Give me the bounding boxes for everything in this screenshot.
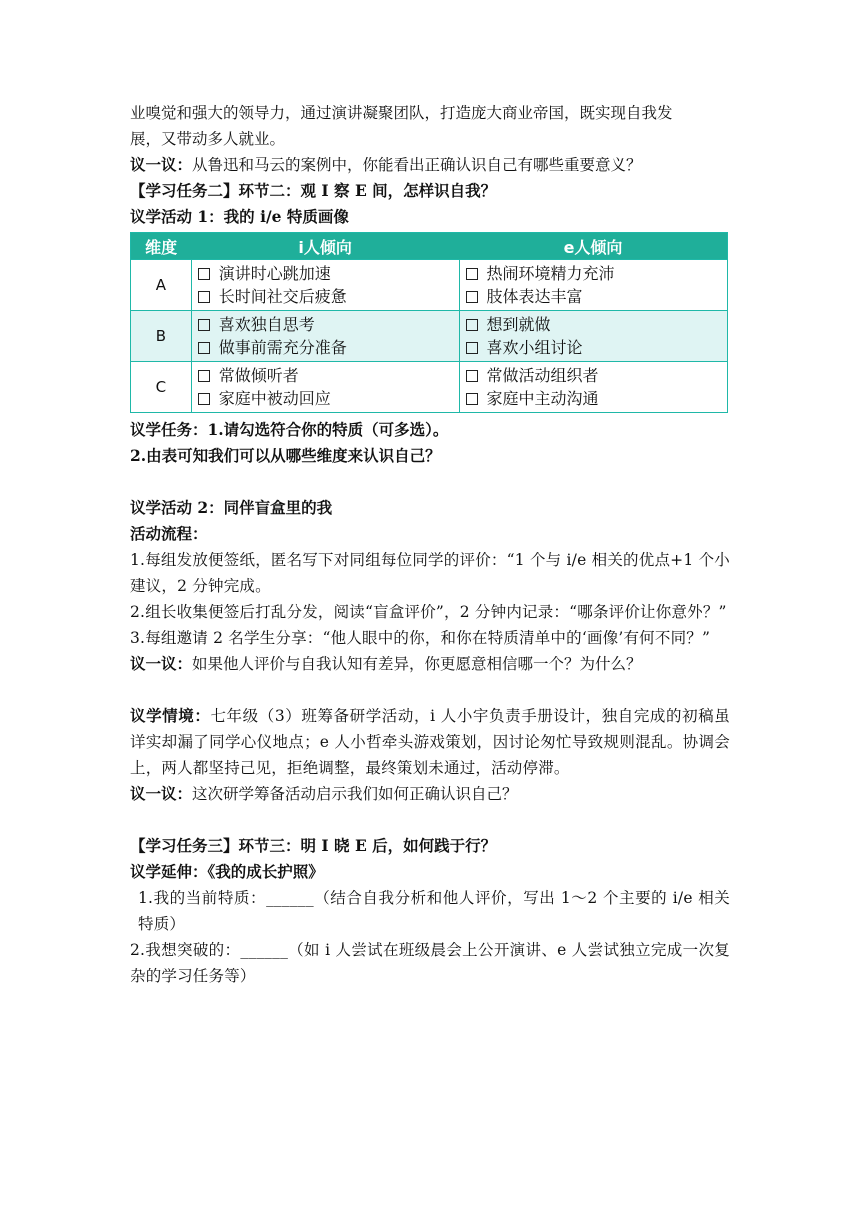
- discuss-question-1: [130, 152, 730, 178]
- intro-line-2: 展，又带动多人就业。: [130, 130, 286, 148]
- discuss-label: 议一议：: [130, 784, 193, 803]
- dimension-cell: C: [131, 362, 192, 413]
- table-row: [131, 260, 728, 311]
- trait-option[interactable]: [198, 262, 453, 285]
- trait-option[interactable]: [466, 336, 721, 359]
- task-line-1: 议学任务：1.请勾选符合你的特质（可多选）。: [130, 420, 449, 439]
- checkbox[interactable]: [198, 291, 210, 303]
- trait-label: 常做活动组织者: [486, 366, 599, 385]
- scenario-paragraph: [130, 703, 730, 781]
- discuss-text: 如果他人评价与自我认知有差异，你更愿意相信哪一个？为什么？: [192, 655, 642, 673]
- checkbox[interactable]: [198, 319, 210, 331]
- trait-label: 家庭中主动沟通: [486, 389, 599, 408]
- checkbox[interactable]: [466, 342, 478, 354]
- scenario-label: 议学情境：: [130, 706, 211, 725]
- checkbox[interactable]: [198, 393, 210, 405]
- e-cell: [459, 260, 727, 311]
- extension-title: 议学延伸：《我的成长护照》: [130, 862, 324, 881]
- trait-option[interactable]: [198, 364, 453, 387]
- discuss-question-2: [130, 651, 730, 677]
- trait-label: 长时间社交后疲惫: [218, 287, 347, 306]
- process-step-3: 3.每组邀请 2 名学生分享：“他人眼中的你，和你在特质清单中的‘画像’有何不同？”: [130, 629, 711, 647]
- task3-heading: 【学习任务三】环节三：明 I 晓 E 后，如何践于行？: [130, 836, 497, 855]
- trait-label: 家庭中被动回应: [218, 389, 331, 408]
- trait-label: 演讲时心跳加速: [218, 264, 331, 283]
- intro-line-1: 业嗅觉和强大的领导力，通过演讲凝聚团队，打造庞大商业帝国，既实现自我发: [130, 104, 673, 122]
- table-row: [131, 362, 728, 413]
- i-cell: [191, 362, 459, 413]
- task-line-2: 2.由表可知我们可以从哪些维度来认识自己？: [130, 446, 441, 465]
- extension-item-2: 2.我想突破的：______（如 i 人尝试在班级晨会上公开演讲、e 人尝试独立完成一次复杂的学习任务等）: [130, 941, 730, 985]
- e-cell: [459, 311, 727, 362]
- discuss-text: 从鲁迅和马云的案例中，你能看出正确认识自己有哪些重要意义？: [192, 156, 642, 174]
- document-page: [130, 100, 730, 989]
- trait-option[interactable]: [466, 387, 721, 410]
- i-cell: [191, 260, 459, 311]
- scenario-text: 七年级（3）班筹备研学活动，i 人小宇负责手册设计，独自完成的初稿虽详实却漏了同学心仪地点；e 人小哲牵头游戏策划，因讨论匆忙导致规则混乱。协调会上，两人都坚持己见，拒绝调整，最终策划未通过，活动停滞。: [130, 707, 730, 777]
- table-row: [131, 311, 728, 362]
- trait-option[interactable]: [198, 336, 453, 359]
- header-dimension: 维度: [131, 233, 192, 260]
- checkbox[interactable]: [466, 291, 478, 303]
- trait-label: 喜欢独自思考: [218, 315, 315, 334]
- trait-label: 做事前需充分准备: [218, 338, 347, 357]
- trait-label: 常做倾听者: [218, 366, 299, 385]
- checkbox[interactable]: [198, 342, 210, 354]
- trait-option[interactable]: [466, 262, 721, 285]
- trait-option[interactable]: [198, 313, 453, 336]
- trait-table: [130, 232, 728, 413]
- task2-heading: 【学习任务二】环节二：观 I 察 E 间，怎样识自我？: [130, 181, 497, 200]
- process-step-2: 2.组长收集便签后打乱分发，阅读“盲盒评价”，2 分钟内记录：“哪条评价让你意外？”: [130, 603, 727, 621]
- discuss-text: 这次研学筹备活动启示我们如何正确认识自己？: [192, 785, 518, 803]
- activity1-title: 议学活动 1：我的 i/e 特质画像: [130, 207, 349, 226]
- trait-option[interactable]: [466, 364, 721, 387]
- dimension-cell: A: [131, 260, 192, 311]
- dimension-cell: B: [131, 311, 192, 362]
- process-label: 活动流程：: [130, 524, 208, 543]
- trait-label: 想到就做: [486, 315, 551, 334]
- trait-option[interactable]: [466, 313, 721, 336]
- header-e-tendency: e人倾向: [459, 233, 727, 260]
- checkbox[interactable]: [466, 393, 478, 405]
- trait-option[interactable]: [198, 387, 453, 410]
- header-i-tendency: i人倾向: [191, 233, 459, 260]
- checkbox[interactable]: [466, 319, 478, 331]
- discuss-question-3: [130, 781, 730, 807]
- discuss-label: 议一议：: [130, 654, 193, 673]
- checkbox[interactable]: [198, 268, 210, 280]
- trait-option[interactable]: [198, 285, 453, 308]
- process-step-1: 1.每组发放便签纸，匿名写下对同组每位同学的评价：“1 个与 i/e 相关的优点+1 个小建议，2 分钟完成。: [130, 551, 730, 595]
- activity2-title: 议学活动 2：同伴盲盒里的我: [130, 498, 333, 517]
- trait-label: 喜欢小组讨论: [486, 338, 583, 357]
- checkbox[interactable]: [466, 268, 478, 280]
- extension-item-1: 1.我的当前特质：______（结合自我分析和他人评价，写出 1～2 个主要的 i/e 相关特质）: [138, 889, 730, 933]
- trait-label: 肢体表达丰富: [486, 287, 583, 306]
- e-cell: [459, 362, 727, 413]
- checkbox[interactable]: [466, 370, 478, 382]
- discuss-label: 议一议：: [130, 155, 193, 174]
- trait-label: 热闹环境精力充沛: [486, 264, 615, 283]
- checkbox[interactable]: [198, 370, 210, 382]
- trait-option[interactable]: [466, 285, 721, 308]
- i-cell: [191, 311, 459, 362]
